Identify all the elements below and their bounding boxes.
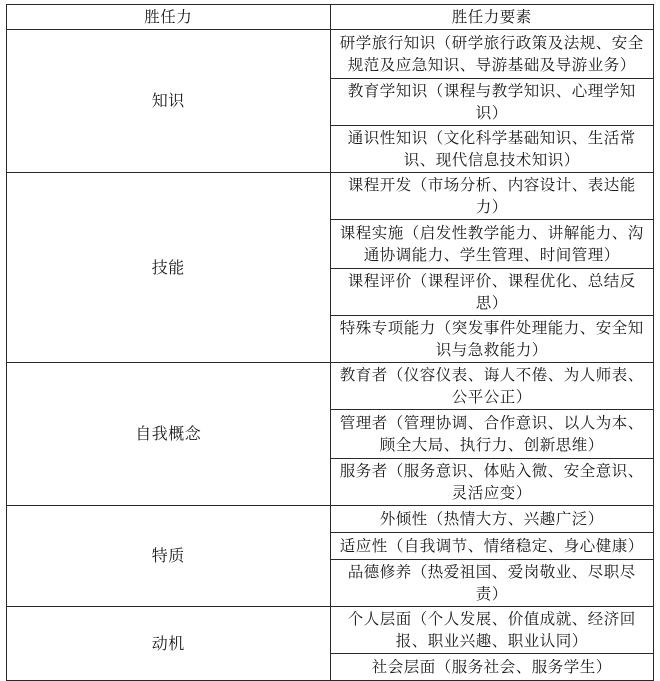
element-cell: 外倾性（热情大方、兴趣广泛） bbox=[330, 506, 654, 533]
element-cell: 教育者（仪容仪表、诲人不倦、为人师表、公平公正） bbox=[330, 363, 654, 410]
table-row bbox=[7, 506, 654, 533]
competency-table bbox=[6, 4, 654, 681]
header-row bbox=[7, 5, 654, 30]
element-cell: 品德修养（热爱祖国、爱岗敬业、尽职尽责） bbox=[330, 560, 654, 607]
category-traits: 特质 bbox=[7, 506, 331, 607]
element-cell: 个人层面（个人发展、价值成就、经济回报、职业兴趣、职业认同） bbox=[330, 607, 654, 654]
category-knowledge: 知识 bbox=[7, 30, 331, 173]
element-cell: 服务者（服务意识、体贴入微、安全意识、灵活应变） bbox=[330, 459, 654, 506]
header-category: 胜任力 bbox=[7, 5, 331, 30]
element-cell: 管理者（管理协调、合作意识、以人为本、顾全大局、执行力、创新思维） bbox=[330, 410, 654, 459]
element-cell: 研学旅行知识（研学旅行政策及法规、安全规范及应急知识、导游基础及导游业务） bbox=[330, 30, 654, 79]
element-cell: 特殊专项能力（突发事件处理能力、安全知识与急救能力） bbox=[330, 316, 654, 363]
element-cell: 适应性（自我调节、情绪稳定、身心健康） bbox=[330, 533, 654, 560]
category-skills: 技能 bbox=[7, 173, 331, 363]
element-cell: 课程实施（启发性教学能力、讲解能力、沟通协调能力、学生管理、时间管理） bbox=[330, 220, 654, 269]
header-elements: 胜任力要素 bbox=[330, 5, 654, 30]
competency-table-wrapper bbox=[6, 4, 654, 681]
element-cell: 课程开发（市场分析、内容设计、表达能力） bbox=[330, 173, 654, 220]
element-cell: 课程评价（课程评价、课程优化、总结反思） bbox=[330, 269, 654, 316]
table-row bbox=[7, 173, 654, 220]
element-cell: 教育学知识（课程与教学知识、心理学知识） bbox=[330, 79, 654, 126]
element-cell: 通识性知识（文化科学基础知识、生活常识、现代信息技术知识） bbox=[330, 126, 654, 173]
element-cell: 社会层面（服务社会、服务学生） bbox=[330, 654, 654, 681]
category-self-concept: 自我概念 bbox=[7, 363, 331, 506]
category-motivation: 动机 bbox=[7, 607, 331, 681]
table-row bbox=[7, 607, 654, 654]
table-row bbox=[7, 30, 654, 79]
table-row bbox=[7, 363, 654, 410]
